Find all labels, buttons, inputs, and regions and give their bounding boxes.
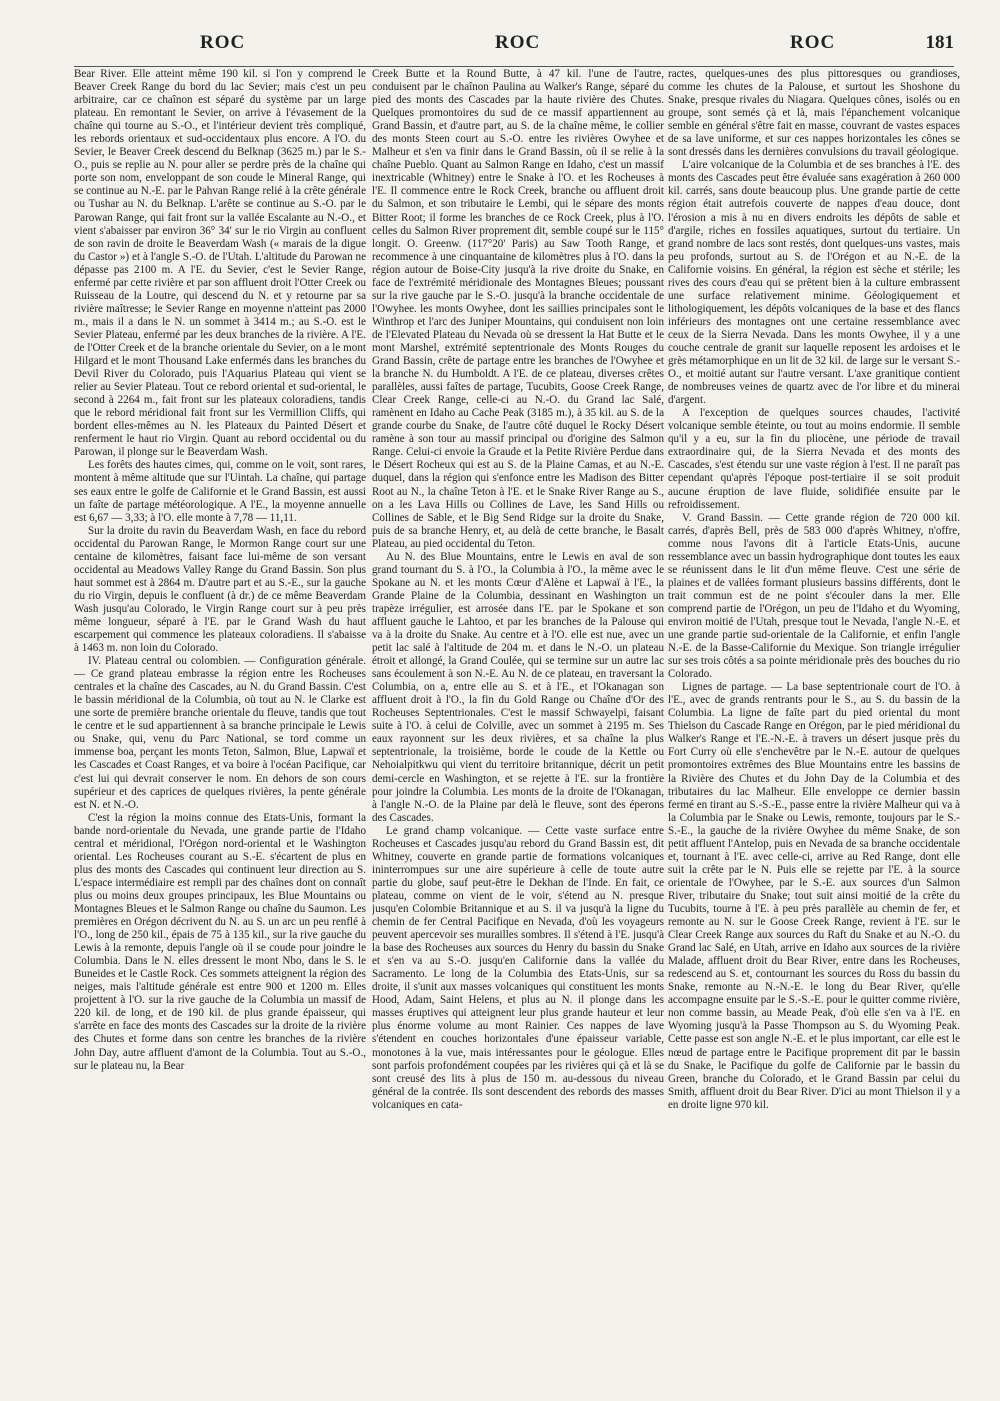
- column-1: [74, 68, 366, 1398]
- header-rule: [74, 66, 954, 67]
- paragraph: IV. Plateau central ou colombien. — Configuration générale. — Ce grand plateau embrasse la région entre les Rocheuses centrales et la chaîne des Cascades, au N. du Grand Bassin. C'est le bassin méridional de la Columbia, où tout au N. le Clarke est une sorte de première branche orientale du fleuve, tandis que tout le centre et le sud appartiennent à sa branche principale le Lewis ou Snake, qui, venu du Parc National, se tord comme un immense boa, perçant les monts Teton, Salmon, Blue, Lapwaï et les Cascades et Coast Ranges, et va boire à l'océan Pacifique, car c'est lui qui devrait conserver le nom. En dehors de son cours supérieur et des caprices de quelques rivières, la pente générale est N. et N.-O.: [74, 655, 366, 811]
- paragraph: A l'exception de quelques sources chaudes, l'activité volcanique semble éteinte, ou tout au moins endormie. Il semble qu'il y a eu, sur la fin du pliocène, une période de travail extraordinaire qui, de la Sierra Nevada et des monts des Cascades, s'est étendu sur une vaste région à l'est. Il ne paraît pas cependant qu'après l'époque post-tertiaire il se soit produit aucune éruption de lave fluide, solidifiée ensuite par le refroidissement.: [668, 407, 960, 511]
- page-number: 181: [925, 32, 954, 53]
- header-right-word: ROC: [790, 32, 836, 53]
- paragraph: Au N. des Blue Mountains, entre le Lewis en aval de son grand tournant du S. à l'O., la Columbia à l'O., la même avec le Spokane au N. et les monts Cœur d'Alène et Lapwaï à l'E., la Grande Plaine de la Columbia, dessinant en Washington un trapèze irrégulier, est arrosée dans l'E. par le Spokane et son affluent gauche le Lahtoo, et par les branches de la Palouse qui va à la droite du Snake. Au centre et à l'O. elle est nue, avec un petit lac salé à l'altitude de 204 m. et dans le N.-O. un plateau étroit et allongé, la Grand Coulée, qui se termine sur un autre lac sans écoulement à son N.-E. Au N. de ce plateau, en traversant la Columbia, on a, entre elle au S. et à l'E., et l'Okanagan son affluent droit à l'O., la fin du Gold Range ou Chaîne d'Or des Rocheuses Septentrionales. C'est le massif Schwayelpi, faisant suite à l'O. à celui de Colville, avec un sommet à 2195 m. Ses eaux rayonnent sur les deux rivières, et sa chaîne la plus septentrionale, la troisième, borde le coude de la Kettle ou Nehoialpitkwu qui vient du territoire britannique, décrit un petit demi-cercle en Washington, et se rejette à l'E. sur la frontière pour joindre la Columbia. Les monts de la droite de l'Okanagan, à l'angle N.-O. de la Plaine par delà le fleuve, sont des éperons des Cascades.: [372, 550, 664, 824]
- column-3: [668, 68, 960, 1398]
- paragraph: Sur la droite du ravin du Beaverdam Wash, en face du rebord occidental du Parowan Range, le Mormon Range court sur une centaine de kilomètres, faisant face lui-même de son versant occidental au Meadows Valley Range du Grand Bassin. Son plus haut sommet est à 2864 m. D'autre part et au S.-E., sur la gauche du rio Virgin, depuis le confluent (à dr.) de ce même Beaverdam Wash jusqu'au Colorado, le Virgin Range court sur à peu près même longueur, séparé à l'E. par le Grand Wash du haut escarpement qui commence les plateaux coloradiens. Il s'abaisse à 1463 m. non loin du Colorado.: [74, 524, 366, 655]
- column-2: [372, 68, 664, 1398]
- header-left-word: ROC: [200, 32, 246, 53]
- paragraph: Les forêts des hautes cimes, qui, comme on le voit, sont rares, montent à même altitude que sur l'Uintah. La chaîne, qui partage ses eaux entre le golfe de Californie et le Grand Bassin, est aussi un faîte de partage météorologique. A l'E., la moyenne annuelle est 6,67 — 3,33; à l'O. elle monte à 7,78 — 11,11.: [74, 459, 366, 524]
- paragraph: Le grand champ volcanique. — Cette vaste surface entre Rocheuses et Cascades jusqu'au rebord du Grand Bassin est, dit Whitney, couverte en grande partie de formations volcaniques ininterrompues sur une aire supérieure à celle de toute autre partie du globe, sauf peut-être le Dekhan de l'Inde. En fait, ce plateau, comme on vient de le voir, s'étend au N. presque jusqu'en Colombie Britannique et au S. il va jusqu'à la ligne du chemin de fer Central Pacifique en Nevada, d'où les voyageurs peuvent apercevoir ses murailles sombres. Il s'étend à l'E. jusqu'à la base des Rocheuses aux sources du Henry du bassin du Snake et s'en va au S.-O. jusqu'en Californie dans la vallée du Sacramento. Le long de la Columbia des Etats-Unis, sur sa droite, il s'unit aux masses volcaniques qui constituent les monts Hood, Adam, Saint Helens, et plus au N. il plonge dans les masses éruptives qui atteignent leur plus grande hauteur et leur plus énorme volume au mont Rainier. Ces nappes de lave s'étendent en couches horizontales d'une épaisseur variable, monotones à la vue, mais intéressantes pour le géologue. Elles sont parfois profondément coupées par les rivières qui çà et là se sont creusé des lits à plus de 150 m. au-dessous du niveau général de la contrée. Ils sont descendent des rebords des masses volcaniques en cata-: [372, 824, 664, 1111]
- running-header: [0, 32, 1000, 62]
- paragraph: Creek Butte et la Round Butte, à 47 kil. l'une de l'autre, conduisent par le chaînon Paulina au Walker's Range, séparé du pied des monts des Cascades par la haute rivière des Chutes. Quelques promontoires du sud de ce massif appartiennent au Grand Bassin, et d'autre part, au S. de la chaîne même, le collier des monts Steen court au S.-O. entre les rivières Owyhee et Malheur et s'en va finir dans le Grand Bassin, où il se relie à la chaîne Pueblo. Quant au Salmon Range en Idaho, c'est un massif inextricable (Whitney) entre le Snake à l'O. et les Rocheuses à l'E. Il commence entre le Rock Creek, branche ou affluent droit du Salmon, et son tributaire le Lembi, qui le sépare des monts Bitter Root; il forme les branches de ce Rock Creek, plus à l'O. celles du Salmon River proprement dit, semble coupé sur le 115° longit. O. Greenw. (117°20' Paris) au Saw Tooth Range, et recommence à une cinquantaine de kilomètres plus à l'O. dans la région autour de Boise-City jusqu'à la rive droite du Snake, en face de l'extrémité méridionale des Montagnes Bleues; poussant sur la rive gauche par le S.-O. jusqu'à la branche occidentale de l'Owyhee. les monts Owyhee, dont les saillies principales sont le Winthrop et l'arc des Juniper Mountains, qui conduisent non loin de l'Elevated Plateau du Nevada où se dressent la Hat Butte et le mont Marshel, extrémité septentrionale des Monts Rouges du Grand Bassin, crête de partage entre les branches de l'Owyhee et la branche N. du Humboldt. A l'E. de ce plateau, diverses crêtes parallèles, aussi faîtes de partage, Tucubits, Goose Creek Range, Clear Creek Range, celle-ci au N.-O. du Grand lac Salé, ramènent en Idaho au Cache Peak (3185 m.), à 35 kil. au S. de la grande courbe du Snake, de l'autre côté duquel le Rocky Désert ramène à son tour au massif principal ou d'origine des Salmon Range. Celui-ci envoie la Graude et la Petite Rivière Perdue dans le Désert Rocheux qui est au S. de la Plaine Camas, et au N.-E. duquel, dans la région qui s'enfonce entre les Madison des Bitter Root au N., la chaîne Teton à l'E. et le Snake River Range au S., on a les Lava Hills ou Collines de Lave, les Sand Hills ou Collines de Sable, et le Big Send Ridge sur la droite du Snake, puis de sa branche Henry, et, au delà de cette branche, le Basalt Plateau, au pied occidental du Teton.: [372, 68, 664, 550]
- paragraph: C'est la région la moins connue des Etats-Unis, formant la bande nord-orientale du Nevada, une grande partie de l'Idaho central et méridional, l'Orégon nord-oriental et le Washington oriental. Les Rocheuses courant au S.-E. s'écartent de plus en plus des monts des Cascades qui continuent leur direction au S. L'espace intermédiaire est rempli par des chaînes dont on connaît plus ou moins deux groupes principaux, les Blue Mountains ou Montagnes Bleues et le Salmon Range ou chaîne du Saumon. Les premières en Orégon décrivent du N. au S. un arc un peu renflé à l'O., long de 250 kil., épais de 75 à 135 kil., sur la rive gauche du Lewis à la remonte, depuis l'angle où il se coude pour joindre le Columbia. Dans le N. elles dressent le mont Nbo, dans le S. le Buneides et le Castle Rock. Ces sommets atteignent la région des neiges, mais l'altitude générale est entre 900 et 1200 m. Elles projettent à l'O. sur la rive gauche de la Columbia un massif de 220 kil. de long, et de 190 kil. de plus grande épaisseur, qui s'arrête en face des monts des Cascades sur la droite de la rivière des Chutes et forme dans son centre les branches de la rivière John Day, autre affluent d'amont de la Columbia. Tout au S.-O., sur le plateau nu, la Bear: [74, 811, 366, 1072]
- header-center-word: ROC: [495, 32, 541, 53]
- paragraph: Bear River. Elle atteint même 190 kil. si l'on y comprend le Beaver Creek Range du bord du lac Sevier; mais c'est un peu arbitraire, car ce chaînon est séparé du système par un large plateau. En remontant le Sevier, on arrive à l'évasement de la chaîne qui tourne au S.-O., et l'intérieur devient très compliqué, les rebords orientaux et sud-occidentaux plus encore. A l'O. du Sevier, le Beaver Creek descend du Belknap (3625 m.) par le S.-O., puis se replie au N. pour aller se perdre près de la chaîne qui porte son nom, enveloppant de son coude le Mineral Range, qui se continue au N.-E. par le Pahvan Range relié à la crête générale ou Tushar au N. du Belknap. L'arête se continue au S.-O. par le Parowan Range, qui fait front sur la vallée Escalante au N.-O., et vient s'abaisser par environ 36° 34' sur le rio Virgin au confluent de son ravin de droite le Beaverdam Wash (« marais de la digue du Castor ») et à l'angle S.-O. de l'Utah. L'altitude du Parowan ne dépasse pas 2100 m. A l'E. du Sevier, c'est le Sevier Range, enfermé par cette rivière et par son affluent droit l'Otter Creek ou Ruisseau de la Loutre, qui descend du N. et y retourne par sa rivière maîtresse; le Sevier Range en moyenne n'atteint pas 2000 m., mais il a dans le N. un sommet à 3414 m.; au S.-O. est le Sevier Plateau, enfermé par les deux branches de la rivière. A l'E. de l'Otter Creek et de la branche orientale du Sevier, on a le mont Hilgard et le mont Thousand Lake enfermés dans les branches du Devil River du Colorado, puis l'Aquarius Plateau qui vient se relier au Sevier Plateau. Tout ce rebord oriental et sud-oriental, le second à 2264 m., fait front sur les plateaux coloradiens, tandis que le rebord méridional fait front sur les Vermillion Cliffs, qui bordent elles-mêmes au N. les Plateaux du Painted Désert et renferment le haut rio Virgin. Quant au rebord occidental ou du Parowan, il plonge sur le Beaverdam Wash.: [74, 68, 366, 459]
- paragraph: ractes, quelques-unes des plus pittoresques ou grandioses, comme les chutes de la Palouse, et surtout les Shoshone du Snake, presque rivales du Niagara. Quelques cônes, isolés ou en groupe, sont semés çà et là, mais l'épanchement volcanique semble en général s'être fait en masse, couvrant de vastes espaces de sa lave uniforme, et sur ces nappes horizontales les cônes se sont dressés dans les dernières convulsions du travail géologique.: [668, 68, 960, 159]
- paragraph: Lignes de partage. — La base septentrionale court de l'O. à l'E., avec de grands rentrants pour le S., au S. du bassin de la Columbia. La ligne de faîte part du pied oriental du mont Thielson du Cascade Range en Orégon, par le pied méridional du Walker's Range et l'E.-N.-E. à travers un désert jusque près du Fort Curry où elle s'enchevêtre par le N.-E. autour de quelques promontoires extrêmes des Blue Mountains entre les bassins de la Rivière des Chutes et du John Day de la Columbia et des tributaires du lac Malheur. Elle enveloppe ce dernier bassin fermé en tirant au S.-S.-E., passe entre la rivière Malheur qui va à la Columbia par le Snake ou Lewis, remonte, toujours par le S.-S.-E., la gauche de la rivière Owyhee du même Snake, de son petit affluent l'Antelop, puis en Nevada de sa branche occidentale et, tournant à l'E. avec celle-ci, arrive au Red Range, dont elle suit la crête par le N. Puis elle se rejette par l'E. à la source orientale de l'Owyhee, par le S.-E. aux sources d'un Salmon River, tributaire du Snake; tout suit ainsi moitié de la crête du Tucubits, tourne à l'E. à peu près parallèle au chemin de fer, et remonte au N. sur le Goose Creek Range, revient à l'E. sur le Clear Creek Range aux sources du Raft du Snake et au N.-O. du Grand lac Salé, en Utah, arrive en Idaho aux sources de la rivière Malade, affluent droit du Bear River, entre dans les Rocheuses, redescend au S. et, contournant les sources du Ross du bassin du Snake, remonte au N.-N.-E. le long du Bear River, qu'elle accompagne ensuite par le S.-S.-E. pour le quitter comme rivière, non comme bassin, au Meade Peak, d'où elle s'en va à l'E. en Wyoming jusqu'à la Passe Thompson au S. du Wyoming Peak. Cette passe est son angle N.-E. et le plus important, car elle est le nœud de partage entre le Pacifique proprement dit par le bassin du Snake, le Pacifique du golfe de Californie par le bassin du Green, branche du Colorado, et le Grand Bassin par celui du Smith, affluent droit du Bear River. D'ici au mont Thielson il y a en droite ligne 970 kil.: [668, 681, 960, 1111]
- paragraph: V. Grand Bassin. — Cette grande région de 720 000 kil. carrés, d'après Bell, près de 583 000 d'après Whitney, n'offre, comme nous l'avons dit à l'article Etats-Unis, aucune ressemblance avec un bassin hydrographique dont toutes les eaux se réunissent dans le lit d'un même fleuve. C'est une série de plaines et de vallées formant plusieurs bassins différents, dont le trait commun est de ne point s'écouler dans la mer. Elle comprend partie de l'Orégon, un peu de l'Idaho et du Wyoming, environ moitié de l'Utah, presque tout le Nevada, l'angle N.-E. et une grande partie sud-orientale de la Californie, et enfin l'angle N.-E. de la Basse-Californie du Mexique. Son triangle irrégulier sur ses trois côtés a sa pointe méridionale près des bouches du rio Colorado.: [668, 511, 960, 681]
- paragraph: L'aire volcanique de la Columbia et de ses branches à l'E. des monts des Cascades peut être évaluée sans exagération à 260 000 kil. carrés, sans doute beaucoup plus. Une grande partie de cette région était autrefois couverte de nappes d'eau douce, dont l'érosion a mis à nu en divers endroits les dépôts de sable et d'argile, riches en fossiles aquatiques, surtout du tertiaire. Un grand nombre de lacs sont restés, dont quelques-uns vastes, mais peu profonds, surtout au S. de l'Orégon et au N.-E. de la Californie voisins. En général, la région est sèche et stérile; les rives des cours d'eau qui se prêtent bien à la culture embrassent une surface relativement minime. Géologiquement et lithologiquement, les dépôts volcaniques de la base et des flancs inférieurs des montagnes ont une certaine ressemblance avec ceux de la Sierra Nevada. Dans les monts Owyhee, il y a une couche centrale de granit sur laquelle reposent les ardoises et le grès métamorphique en un lit de 32 kil. de large sur le versant S.-O., et moitié autant sur l'autre versant. L'axe granitique contient de nombreuses veines de quartz avec de l'or libre et du minerai d'argent.: [668, 159, 960, 407]
